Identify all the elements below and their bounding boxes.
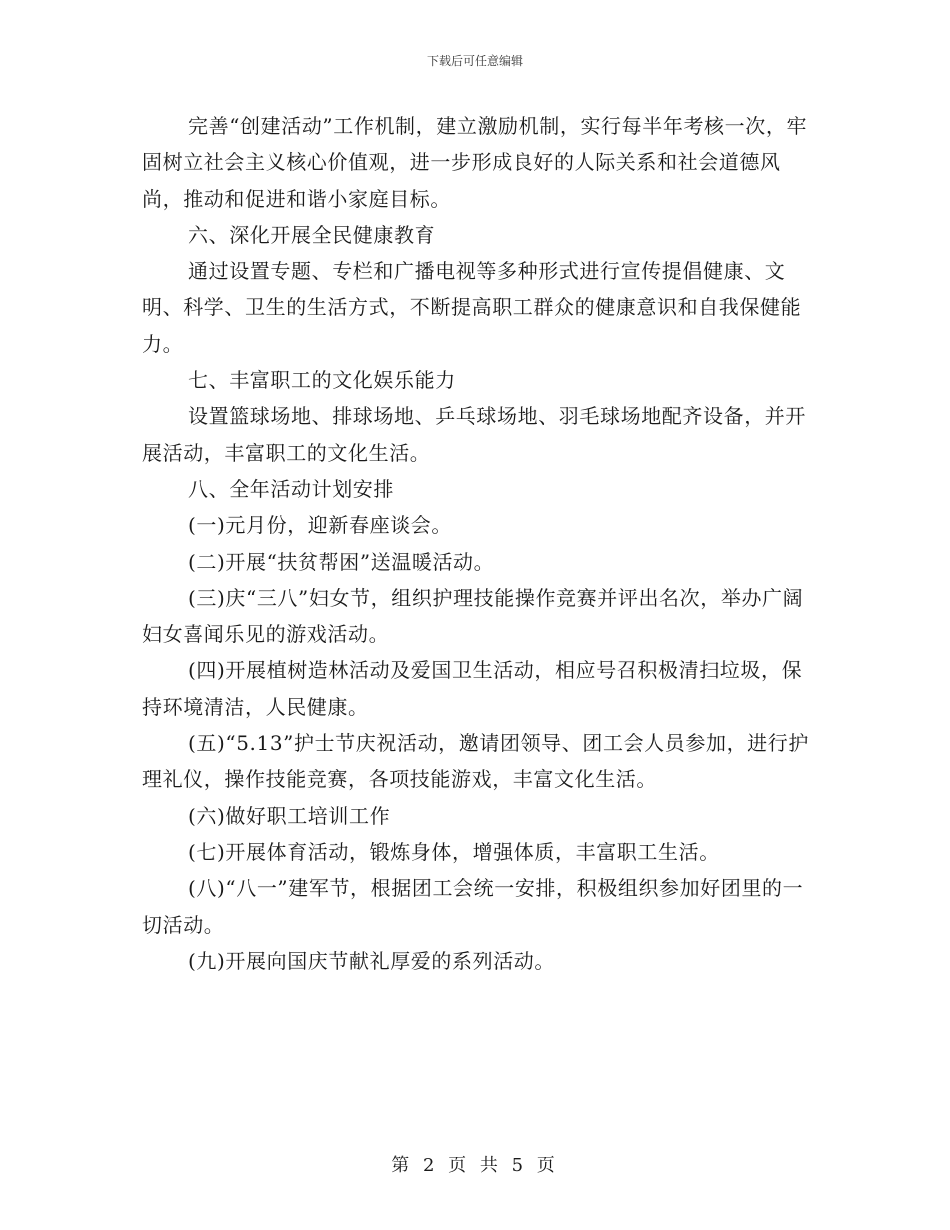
body-paragraph: 完善“创建活动”工作机制，建立激励机制，实行每半年考核一次，牢固树立社会主义核心价值观，进一步形成良好的人际关系和社会道德风尚，推动和促进和谐小家庭目标。 bbox=[142, 114, 808, 211]
body-paragraph: 通过设置专题、专栏和广播电视等多种形式进行宣传提倡健康、文明、科学、卫生的生活方式，不断提高职工群众的健康意识和自我保健能力。 bbox=[142, 259, 802, 356]
plan-item: (四)开展植树造林活动及爱国卫生活动，相应号召积极清扫垃圾，保持环境清洁，人民健康。 bbox=[142, 658, 803, 719]
plan-item: (九)开展向国庆节献礼厚爱的系列活动。 bbox=[188, 948, 556, 973]
body-paragraph: 设置篮球场地、排球场地、乒乓球场地、羽毛球场地配齐设备，并开展活动，丰富职工的文化生活。 bbox=[142, 404, 806, 465]
section-heading: 八、全年活动计划安排 bbox=[188, 476, 394, 501]
plan-item: (八)“八一”建军节，根据团工会统一安排，积极组织参加好团里的一切活动。 bbox=[142, 876, 804, 937]
document-body bbox=[142, 108, 810, 979]
plan-item: (三)庆“三八”妇女节，组织护理技能操作竞赛并评出名次，举办广阔妇女喜闻乐见的游戏活动。 bbox=[142, 585, 804, 647]
plan-item: (六)做好职工培训工作 bbox=[188, 803, 391, 828]
plan-item: (五)“5.13”护士节庆祝活动，邀请团领导、团工会人员参加，进行护理礼仪，操作技能竞赛，各项技能游戏，丰富文化生活。 bbox=[142, 731, 809, 792]
plan-item: (七)开展体育活动，锻炼身体，增强体质，丰富职工生活。 bbox=[188, 839, 720, 864]
page-number-footer: 第 2 页 共 5 页 bbox=[391, 1155, 559, 1176]
section-heading: 七、丰富职工的文化娱乐能力 bbox=[188, 368, 456, 393]
page-header-note: 下载后可任意编辑 bbox=[426, 54, 523, 68]
section-heading: 六、深化开展全民健康教育 bbox=[188, 222, 436, 247]
plan-item: (二)开展“扶贫帮困”送温暖活动。 bbox=[188, 549, 495, 574]
plan-item: (一)元月份，迎新春座谈会。 bbox=[188, 513, 453, 538]
